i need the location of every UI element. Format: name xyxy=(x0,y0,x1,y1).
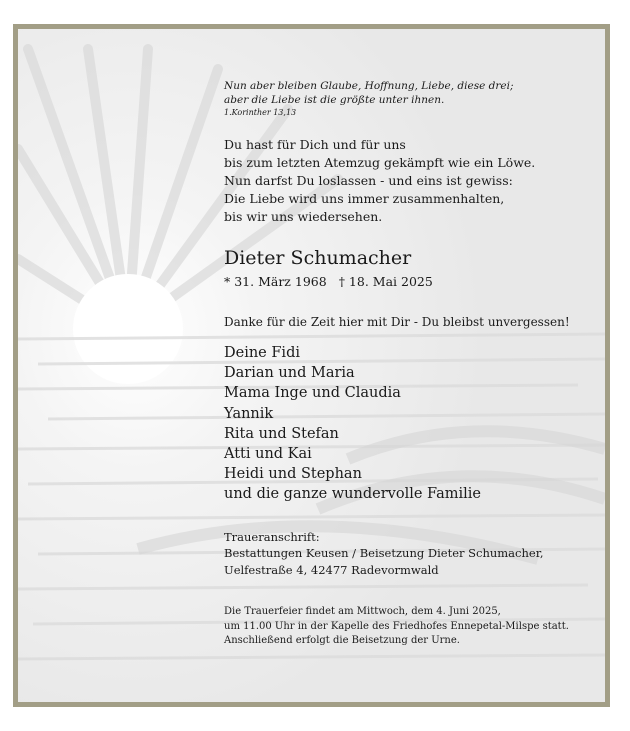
poem-line: Die Liebe wird uns immer zusammenhalten, xyxy=(224,191,505,206)
verse-line: Nun aber bleiben Glaube, Hoffnung, Liebe, diese drei; xyxy=(224,80,514,92)
ceremony-line: Anschließend erfolgt die Beisetzung der Urne. xyxy=(224,635,460,647)
ceremony-line: Die Trauerfeier findet am Mittwoch, dem 4. Juni 2025, xyxy=(224,606,501,618)
poem-line: Du hast für Dich und für uns xyxy=(224,137,406,152)
mourner: Yannik xyxy=(224,405,274,422)
mourner: Darian und Maria xyxy=(224,365,355,382)
verse-line: aber die Liebe ist die größte unter ihnen. xyxy=(224,94,445,106)
address-line: Bestattungen Keusen / Beisetzung Dieter Schumacher, xyxy=(224,546,544,561)
mourner: Rita und Stefan xyxy=(224,425,339,442)
poem-line: bis wir uns wiedersehen. xyxy=(224,209,383,224)
address-line: Uelfestraße 4, 42477 Radevormwald xyxy=(224,562,439,577)
mourning-address xyxy=(224,529,604,579)
thanks-line: Danke für die Zeit hier mit Dir - Du bleibst unvergessen! xyxy=(224,315,570,329)
ceremony-line: um 11.00 Uhr in der Kapelle des Friedhofes Ennepetal-Milspe statt. xyxy=(224,620,569,632)
mourner: Mama Inge und Claudia xyxy=(224,385,401,402)
poem-line: bis zum letzten Atemzug gekämpft wie ein Löwe. xyxy=(224,155,536,170)
notice-content xyxy=(224,79,604,649)
notice-frame xyxy=(13,24,610,707)
mourner: Deine Fidi xyxy=(224,345,300,361)
address-line: Traueranschrift: xyxy=(224,529,320,544)
bible-verse xyxy=(224,79,604,118)
mourner: und die ganze wundervolle Familie xyxy=(224,486,482,503)
deceased-name: Dieter Schumacher xyxy=(224,247,412,269)
ceremony-info xyxy=(224,605,604,649)
poem-line: Nun darfst Du loslassen - und eins ist gewiss: xyxy=(224,173,513,188)
mourner: Heidi und Stephan xyxy=(224,466,362,483)
mourner: Atti und Kai xyxy=(224,446,312,463)
death-date: † 18. Mai 2025 xyxy=(338,274,433,289)
poem xyxy=(224,136,604,226)
verse-reference: 1.Korinther 13,13 xyxy=(224,108,297,117)
birth-date: * 31. März 1968 xyxy=(224,274,327,289)
life-dates xyxy=(224,273,604,291)
mourners-list xyxy=(224,343,604,505)
